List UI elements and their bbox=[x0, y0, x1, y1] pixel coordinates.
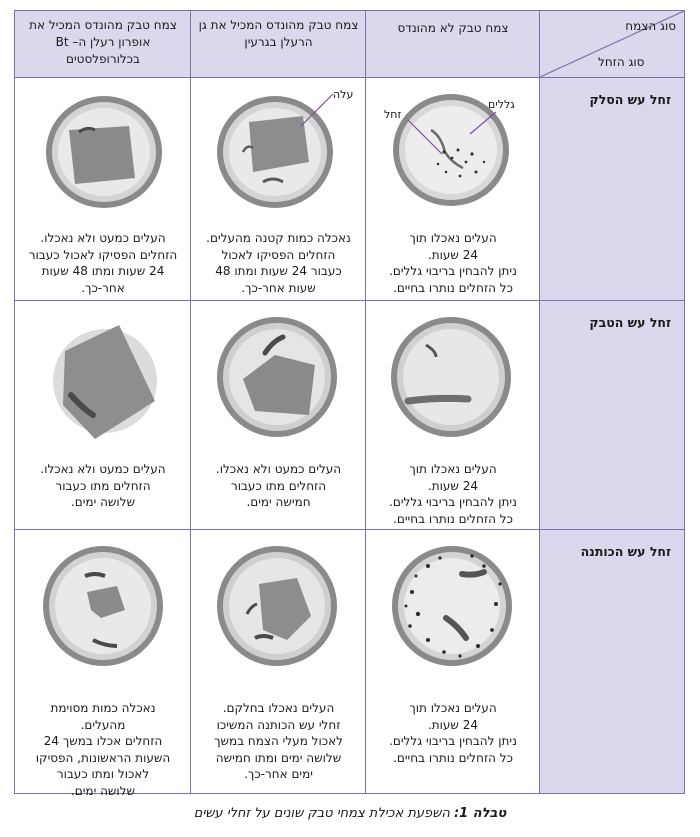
callout-larva: זחל bbox=[384, 108, 402, 121]
cell-r1-c3-text: העלים כמעט ולא נאכלו. הזחלים הפסיקו לאכול כעבור 24 שעות ומתו 48 שעות אחר-כך. bbox=[28, 231, 178, 295]
cell-r1-c2 bbox=[191, 78, 366, 301]
petri-dish-image bbox=[39, 94, 169, 212]
cell-r3-c1-text: העלים נאכלו תוך 24 שעות. ניתן להבחין בריבוי גללים. כל הזחלים נותרו בחיים. bbox=[389, 701, 517, 765]
cell-r2-c1 bbox=[366, 301, 540, 530]
table-caption bbox=[0, 806, 700, 821]
callout-frass: גללים bbox=[488, 98, 515, 111]
cell-r3-c2 bbox=[191, 530, 366, 793]
cell-r3-c3 bbox=[15, 530, 191, 798]
results-table bbox=[14, 10, 685, 798]
header-col2-text: צמח טבק מהונדס המכיל את גן הרעלן בגרעין bbox=[198, 18, 359, 49]
petri-dish-image bbox=[41, 544, 171, 668]
header-corner bbox=[540, 11, 684, 78]
petri-dish-image bbox=[215, 315, 345, 439]
header-col3-text: צמח טבק מהונדס המכיל את אופרון רעלן ה– Bt בכלורופלסטים bbox=[29, 18, 177, 66]
cell-r2-c2 bbox=[191, 301, 366, 530]
corner-plant-type: סוג הצמח bbox=[625, 19, 676, 33]
petri-dish-image bbox=[213, 92, 343, 210]
row-label-beet: זחל עש הסלק bbox=[540, 78, 684, 301]
cell-r1-c3 bbox=[15, 78, 191, 301]
cell-r1-c1 bbox=[366, 78, 540, 301]
header-col2 bbox=[191, 11, 366, 78]
cell-r3-c3-text: נאכלה כמות מסוימת מהעלים. הזחלים אכלו במשך 24 השעות הראשונות, הפסיקו לאכול ומתו כעבור שלושה ימים. bbox=[35, 701, 171, 798]
petri-dish-image bbox=[43, 315, 173, 439]
caption-label: טבלה 1: bbox=[453, 806, 507, 821]
row-label-tobacco: זחל עש הטבק bbox=[540, 301, 684, 530]
cell-r3-c1 bbox=[366, 530, 540, 793]
cell-r1-c1-text: העלים נאכלו תוך 24 שעות. ניתן להבחין בריבוי גללים. כל הזחלים נותרו בחיים. bbox=[389, 231, 517, 295]
corner-larva-type: סוג הזחל bbox=[598, 55, 645, 69]
callout-leaf: עלה bbox=[333, 88, 354, 101]
petri-dish-image bbox=[388, 544, 518, 668]
cell-r3-c2-text: העלים נאכלו בחלקם. זחלי עש הכותנה המשיכו לאכול מעלי הצמח במשך שלושה ימים ומתו חמישה ימים אחר-כך. bbox=[214, 701, 343, 781]
cell-r2-c2-text: העלים כמעט ולא נאכלו. הזחלים מתו כעבור חמישה ימים. bbox=[215, 462, 342, 509]
petri-dish-image bbox=[386, 315, 516, 439]
header-col1-text: צמח טבק לא מהונדס bbox=[397, 21, 509, 35]
caption-text: השפעת אכילת צמחי טבק שונים על זחלי עשים bbox=[193, 806, 450, 821]
row-label-cotton: זחל עש הכותנה bbox=[540, 530, 684, 793]
cell-r1-c2-text: נאכלה כמות קטנה מהעלים. הזחלים הפסיקו לאכול כעבור 24 שעות ומתו 48 שעות אחר-כך. bbox=[206, 231, 351, 295]
header-col3 bbox=[15, 11, 191, 78]
cell-r2-c1-text: העלים נאכלו תוך 24 שעות. ניתן להבחין בריבוי גללים. כל הזחלים נותרו בחיים. bbox=[389, 462, 517, 526]
header-col1 bbox=[366, 11, 540, 78]
cell-r2-c3-text: העלים כמעט ולא נאכלו. הזחלים מתו כעבור שלושה ימים. bbox=[40, 462, 166, 509]
petri-dish-image bbox=[215, 544, 345, 668]
cell-r2-c3 bbox=[15, 301, 191, 530]
